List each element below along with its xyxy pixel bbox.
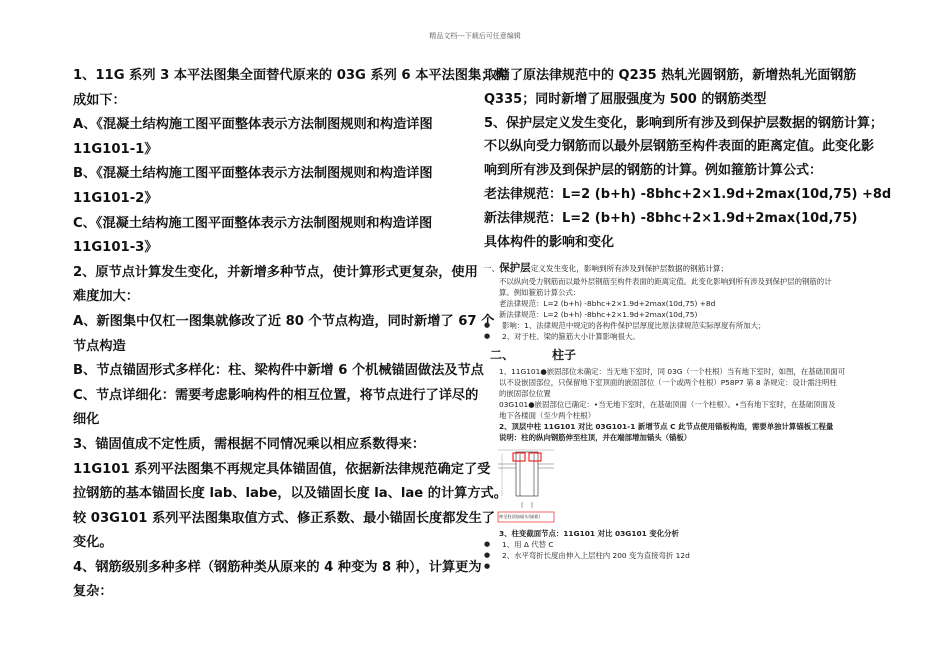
section-1-title xyxy=(484,261,884,276)
section-column-body xyxy=(484,366,884,561)
formula-old: 老法律规范：L=2 (b+h) -8bhc+2×1.9d+2max(10d,75) +8d xyxy=(484,186,892,202)
left-line: B、《混凝土结构施工图平面整体表示方法制图规则和构造详图 xyxy=(73,166,433,182)
left-line: 变化。 xyxy=(73,535,113,551)
left-line: 4、钢筋级别多种多样（钢筋种类从原来的 4 种变为 8 种），计算更为 xyxy=(73,559,482,575)
anchor-plate-figure xyxy=(496,446,556,526)
sec1-bullet: ● 影响：1、法律规范中规定的各构件保护层厚度比原法律规范实际厚度有所加大； xyxy=(484,320,884,331)
left-line: A、新图集中仅杠一图集就修改了近 80 个节点构造，同时新增了 67 个 xyxy=(73,313,495,329)
section-2-title: 柱子 xyxy=(552,347,577,362)
left-line: 3、锚固值成不定性质，需根据不同情况乘以相应系数得来： xyxy=(73,436,426,452)
left-line: 拉钢筋的基本锚固长度 lab、labe，以及锚固长度 la、lae 的计算方式。 xyxy=(73,486,507,502)
left-line: 11G101 系列平法图集不再规定具体锚固值，依据新法律规范确定了受 xyxy=(73,461,491,477)
page-header: 精品文档---下载后可任意编辑 xyxy=(429,32,521,40)
sec1-line: 老法律规范：L=2 (b+h) -8bhc+2×1.9d+2max(10d,75) +8d xyxy=(499,298,716,308)
sec1-line: 新法律规范：L=2 (b+h) -8bhc+2×1.9d+2max(10d,75) xyxy=(499,309,698,319)
left-line: A、《混凝土结构施工图平面整体表示方法制图规则和构造详图 xyxy=(73,117,433,133)
left-line: C、节点详细化：需要考虑影响构件的相互位置，将节点进行了详尽的 xyxy=(73,387,479,403)
left-line: 11G101-1》 xyxy=(73,141,158,157)
section-2-number: 二、 xyxy=(490,347,515,362)
left-column xyxy=(73,64,508,605)
formula-new: 新法律规范：L=2 (b+h) -8bhc+2×1.9d+2max(10d,75) xyxy=(484,210,858,226)
right-line: 取消了原法律规范中的 Q235 热轧光圆钢筋，新增热轧光面钢筋 xyxy=(484,68,857,83)
col-line: 的嵌固部位位置 xyxy=(499,388,551,398)
section-protective-layer xyxy=(484,261,884,342)
left-line: 节点构造 xyxy=(73,338,126,354)
right-line: 不以纵向受力钢筋而以最外层钢筋至构件表面的距离定值。此变化影 xyxy=(484,139,875,155)
col-line: 03G101●嵌固部位已确定：•当无地下室时，在基础顶面（一个柱根）。•当有地下室时，在基础顶面及 xyxy=(499,399,836,409)
col-line: 2、顶层中柱 11G101 对比 03G101-1 新增节点 C 此节点使用锚板构造，需要单独计算锚板工程量 xyxy=(499,421,834,431)
left-line: 较 03G101 系列平法图集取值方式、修正系数、最小锚固长度都发生了 xyxy=(73,510,495,526)
right-line: Q335；同时新增了屈服强度为 500 的钢筋类型 xyxy=(484,91,767,107)
left-line: 2、原节点计算发生变化，并新增多种节点，使计算形式更复杂，使用 xyxy=(73,264,478,280)
left-line: B、节点锚固形式多样化：柱、梁构件中新增 6 个机械锚固做法及节点 xyxy=(73,363,484,379)
col-line: 地下各楼面（至少两个柱根） xyxy=(499,410,596,420)
col-line: 以不设嵌固部位，只保留地下室顶面的嵌固部位（一个或两个柱根）P58P7 第 8 条规定：设计需注明柱 xyxy=(499,377,837,387)
sec1-bullet: ● 2、对于柱、梁的箍筋大小计算影响很大。 xyxy=(484,331,884,342)
left-line: 成如下： xyxy=(73,92,126,108)
right-column xyxy=(484,64,892,561)
section-1-rest: 定义发生变化，影响到所有涉及到保护层数据的钢筋计算； xyxy=(530,263,729,273)
left-line: C、《混凝土结构施工图平面整体表示方法制图规则和构造详图 xyxy=(73,215,433,231)
col-line: 3、柱变截面节点：11G101 对比 03G101 变化分析 xyxy=(499,528,679,538)
figure-caption: 伸至柱顶加锚头(锚板) xyxy=(499,513,540,519)
left-line: 难度加大： xyxy=(73,289,139,305)
col-line: 说明：柱的纵向钢筋伸至柱顶，并在端部增加锚头（锚板） xyxy=(499,432,692,442)
section-column-title xyxy=(484,344,884,366)
col-bullet: ● 1、用 Δ 代替 C xyxy=(484,539,884,550)
right-line: 5、保护层定义发生变化，影响到所有涉及到保护层数据的钢筋计算； xyxy=(484,115,884,131)
section-heading: 具体构件的影响和变化 xyxy=(484,234,615,250)
col-bullet: ● 2、水平弯折长度由伸入上层柱内 200 变为直接弯折 12d xyxy=(484,550,884,561)
left-line: 1、11G 系列 3 本平法图集全面替代原来的 03G 系列 6 本平法图集；构 xyxy=(73,68,508,83)
col-line: 1、11G101●嵌固部位未确定：当无地下室时，同 03G（一个柱根）当有地下室时，如图，在基础顶面可 xyxy=(499,366,846,376)
sec1-line: 不以纵向受力钢筋而以最外层钢筋至构件表面的距离定值。此变化影响到所有涉及到保护层的钢筋的计 xyxy=(499,276,832,286)
left-line: 细化 xyxy=(73,412,100,428)
section-1-number: 一、 xyxy=(484,263,500,273)
right-line: 响到所有涉及到保护层的钢筋的计算。例如箍筋计算公式： xyxy=(484,163,823,179)
section-1-keyword: 保护层 xyxy=(499,261,531,274)
left-line: 复杂： xyxy=(73,584,113,600)
sec1-line: 算。例如箍筋计算公式： xyxy=(499,287,581,297)
left-line: 11G101-2》 xyxy=(73,190,158,206)
left-line: 11G101-3》 xyxy=(73,240,158,256)
